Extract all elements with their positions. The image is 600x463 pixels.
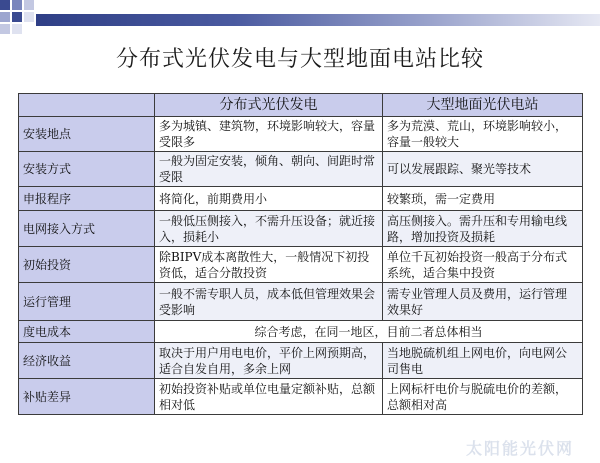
row-label: 安装地点 [19, 117, 155, 152]
header-distributed: 分布式光伏发电 [155, 94, 383, 117]
row-label: 经济收益 [19, 343, 155, 379]
header-ground: 大型地面光伏电站 [383, 94, 583, 117]
row-label: 度电成本 [19, 321, 155, 343]
ground-cell: 当地脱硫机组上网电价，向电网公司售电 [383, 343, 583, 379]
table-header-row [19, 94, 583, 117]
distributed-cell: 多为城镇、建筑物，环境影响较大，容量受限多 [155, 117, 383, 152]
comparison-table [18, 93, 583, 415]
ground-cell: 可以发展跟踪、聚光等技术 [383, 152, 583, 187]
merged-cell: 综合考虑，在同一地区，目前二者总体相当 [155, 321, 583, 343]
row-label: 补贴差异 [19, 379, 155, 415]
distributed-cell: 初始投资补贴或单位电量定额补贴，总额相对低 [155, 379, 383, 415]
page-title: 分布式光伏发电与大型地面电站比较 [115, 47, 484, 72]
row-label: 申报程序 [19, 187, 155, 211]
distributed-cell: 将简化，前期费用小 [155, 187, 383, 211]
table-row [19, 211, 583, 247]
row-label: 安装方式 [19, 152, 155, 187]
distributed-cell: 一般低压侧接入，不需升压设备；就近接入，损耗小 [155, 211, 383, 247]
distributed-cell: 取决于用户用电电价，平价上网预期高，适合自发自用，多余上网 [155, 343, 383, 379]
ground-cell: 多为荒漠、荒山，环境影响较小，容量一般较大 [383, 117, 583, 152]
table-row [19, 321, 583, 343]
watermark: 太阳能光伏网 [465, 439, 574, 458]
ground-cell: 高压侧接入。需升压和专用输电线路，增加投资及损耗 [383, 211, 583, 247]
row-label: 初始投资 [19, 247, 155, 283]
table-row [19, 379, 583, 415]
header-blank [19, 94, 155, 117]
ground-cell: 需专业管理人员及费用，运行管理效果好 [383, 283, 583, 321]
table-row [19, 247, 583, 283]
distributed-cell: 一般不需专职人员，成本低但管理效果会受影响 [155, 283, 383, 321]
ground-cell: 较繁琐，需一定费用 [383, 187, 583, 211]
table-row [19, 187, 583, 211]
table-row [19, 152, 583, 187]
top-accent-bar [36, 14, 600, 26]
distributed-cell: 一般为固定安装，倾角、朝向、间距时常受限 [155, 152, 383, 187]
table-row [19, 283, 583, 321]
table-row [19, 117, 583, 152]
distributed-cell: 除BIPV成本离散性大，一般情况下初投资低，适合分散投资 [155, 247, 383, 283]
ground-cell: 上网标杆电价与脱硫电价的差额，总额相对高 [383, 379, 583, 415]
row-label: 运行管理 [19, 283, 155, 321]
row-label: 电网接入方式 [19, 211, 155, 247]
ground-cell: 单位千瓦初始投资一般高于分布式系统，适合集中投资 [383, 247, 583, 283]
table-row [19, 343, 583, 379]
